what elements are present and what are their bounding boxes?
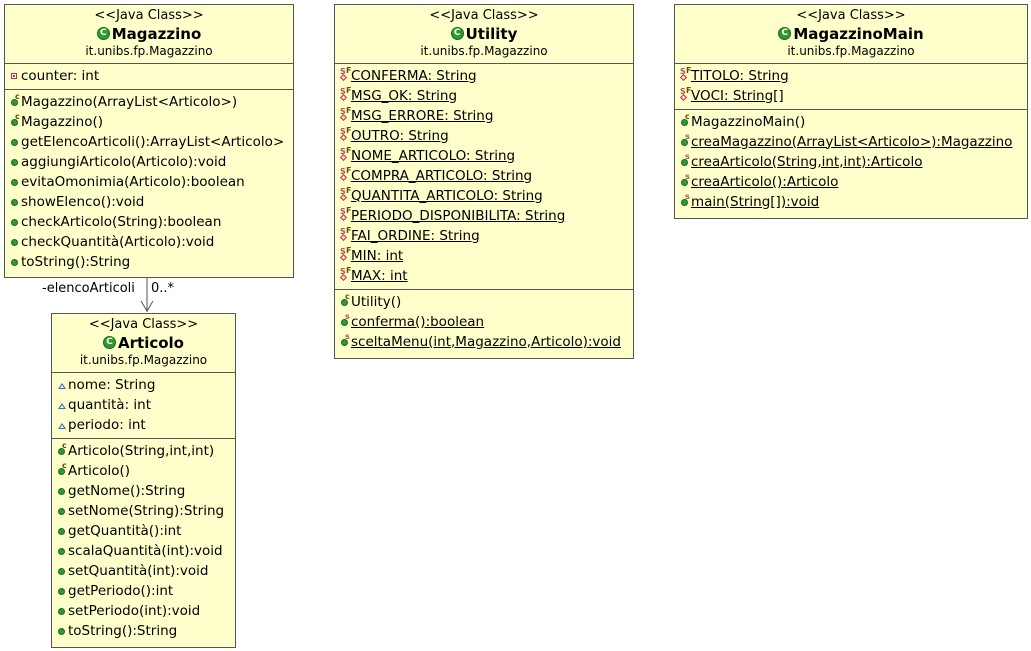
static-method-icon: s	[680, 176, 690, 188]
stereotype: <<Java Class>>	[94, 8, 204, 23]
static-final-field-icon: S F	[680, 70, 690, 82]
package-field-icon	[57, 419, 67, 431]
static-final-field-icon: S F	[340, 110, 350, 122]
method-row[interactable]: checkArticolo(String):boolean	[10, 212, 293, 232]
association-multiplicity-label: 0..*	[151, 281, 175, 296]
class-utility[interactable]	[334, 4, 634, 359]
method-row[interactable]: toString():String	[57, 621, 235, 641]
static-field-row[interactable]: S F MSG_OK: String	[340, 85, 458, 104]
static-final-field-icon: S F	[340, 210, 350, 222]
static-method-icon: s	[680, 196, 690, 208]
package-field-icon	[57, 399, 67, 411]
method-row[interactable]: getNome():String	[57, 481, 235, 501]
class-icon: C	[97, 27, 110, 40]
static-method-icon: s	[340, 316, 350, 328]
method-row[interactable]: c Magazzino()	[10, 112, 293, 132]
field-row[interactable]: quantità: int	[57, 395, 235, 415]
method-row[interactable]: aggiungiArticolo(Articolo):void	[10, 152, 293, 172]
public-method-icon	[57, 565, 67, 577]
method-row[interactable]: c MagazzinoMain()	[680, 112, 1027, 132]
static-field-row[interactable]: S F FAI_ORDINE: String	[340, 225, 480, 244]
class-name: Utility	[465, 24, 518, 43]
static-field-row[interactable]: S F MSG_ERRORE: String	[340, 105, 494, 124]
class-icon: C	[778, 27, 791, 40]
static-field-row[interactable]: S F MIN: int	[340, 245, 404, 264]
static-field-row[interactable]: S F MAX: int	[340, 265, 408, 284]
class-header	[675, 5, 1027, 64]
methods-section	[675, 109, 1027, 215]
static-field-row[interactable]: S F TITOLO: String	[680, 65, 789, 84]
method-row[interactable]: c Magazzino(ArrayList<Articolo>)	[10, 92, 293, 112]
static-field-row[interactable]: S F VOCI: String[]	[680, 85, 784, 104]
class-name: Articolo	[118, 333, 184, 352]
method-row[interactable]: getPeriodo():int	[57, 581, 235, 601]
method-row[interactable]: setQuantità(int):void	[57, 561, 235, 581]
static-method-icon: s	[680, 156, 690, 168]
fields-section	[335, 64, 633, 289]
method-row[interactable]: toString():String	[10, 252, 293, 272]
methods-section	[52, 438, 235, 644]
method-row[interactable]: c Articolo(String,int,int)	[57, 441, 235, 461]
package-name: it.unibs.fp.Magazzino	[85, 43, 213, 58]
stereotype: <<Java Class>>	[429, 8, 539, 23]
static-final-field-icon: S F	[340, 150, 350, 162]
class-icon: C	[103, 336, 116, 349]
method-row[interactable]: setPeriodo(int):void	[57, 601, 235, 621]
fields-section	[675, 64, 1027, 109]
methods-section	[335, 289, 633, 355]
static-final-field-icon: S F	[340, 70, 350, 82]
static-method-icon: s	[680, 136, 690, 148]
package-name: it.unibs.fp.Magazzino	[787, 43, 915, 58]
constructor-icon: c	[57, 465, 67, 477]
method-row[interactable]: evitaOmonimia(Articolo):boolean	[10, 172, 293, 192]
static-final-field-icon: S F	[340, 170, 350, 182]
method-row[interactable]: getQuantità():int	[57, 521, 235, 541]
method-row[interactable]: getElencoArticoli():ArrayList<Articolo>	[10, 132, 293, 152]
package-name: it.unibs.fp.Magazzino	[420, 43, 548, 58]
static-final-field-icon: S F	[340, 90, 350, 102]
class-articolo[interactable]	[51, 313, 236, 648]
class-name: Magazzino	[111, 24, 202, 43]
static-final-field-icon: S F	[340, 250, 350, 262]
package-name: it.unibs.fp.Magazzino	[79, 352, 208, 367]
static-method-row[interactable]: s creaArticolo(String,int,int):Articolo	[680, 152, 1027, 172]
static-final-field-icon: S F	[340, 130, 350, 142]
static-final-field-icon: S F	[340, 190, 350, 202]
class-header	[335, 5, 633, 64]
static-field-row[interactable]: S F QUANTITA_ARTICOLO: String	[340, 185, 543, 204]
public-method-icon	[57, 485, 67, 497]
constructor-icon: c	[680, 116, 690, 128]
stereotype: <<Java Class>>	[796, 8, 906, 23]
static-method-row[interactable]: s creaArticolo():Articolo	[680, 172, 1027, 192]
static-field-row[interactable]: S F PERIODO_DISPONIBILITA: String	[340, 205, 566, 224]
public-method-icon	[57, 505, 67, 517]
public-method-icon	[57, 605, 67, 617]
static-method-row[interactable]: s sceltaMenu(int,Magazzino,Articolo):void	[340, 332, 633, 352]
association-role-label: -elencoArticoli	[42, 281, 135, 296]
field-row[interactable]: periodo: int	[57, 415, 235, 435]
field-counter[interactable]: counter: int	[10, 66, 293, 86]
static-field-row[interactable]: S F CONFERMA: String	[340, 65, 477, 84]
public-method-icon	[57, 625, 67, 637]
method-row[interactable]: c Utility()	[340, 292, 633, 312]
class-magazzino-main[interactable]	[674, 4, 1028, 219]
package-field-icon	[57, 379, 67, 391]
static-method-row[interactable]: s creaMagazzino(ArrayList<Articolo>):Magazzino	[680, 132, 1027, 152]
static-field-row[interactable]: S F NOME_ARTICOLO: String	[340, 145, 516, 164]
method-row[interactable]: showElenco():void	[10, 192, 293, 212]
method-row[interactable]: checkQuantità(Articolo):void	[10, 232, 293, 252]
fields-section	[52, 373, 235, 438]
constructor-icon: c	[340, 296, 350, 308]
public-method-icon	[57, 585, 67, 597]
static-final-field-icon: S F	[680, 90, 690, 102]
class-name: MagazzinoMain	[793, 24, 924, 43]
method-row[interactable]: setNome(String):String	[57, 501, 235, 521]
static-field-row[interactable]: S F OUTRO: String	[340, 125, 449, 144]
static-method-row[interactable]: s conferma():boolean	[340, 312, 633, 332]
class-header	[52, 314, 235, 373]
class-icon: C	[451, 27, 464, 40]
static-final-field-icon: S F	[340, 230, 350, 242]
constructor-icon: c	[57, 445, 67, 457]
public-method-icon	[57, 545, 67, 557]
method-row[interactable]: scalaQuantità(int):void	[57, 541, 235, 561]
static-method-row[interactable]: s main(String[]):void	[680, 192, 1027, 212]
static-field-row[interactable]: S F COMPRA_ARTICOLO: String	[340, 165, 533, 184]
stereotype: <<Java Class>>	[88, 317, 199, 332]
method-row[interactable]: c Articolo()	[57, 461, 235, 481]
constructor-icon: c	[10, 116, 20, 128]
static-method-icon: s	[340, 336, 350, 348]
constructor-icon: c	[10, 96, 20, 108]
field-row[interactable]: nome: String	[57, 375, 235, 395]
static-final-field-icon: S F	[340, 270, 350, 282]
public-method-icon	[57, 525, 67, 537]
